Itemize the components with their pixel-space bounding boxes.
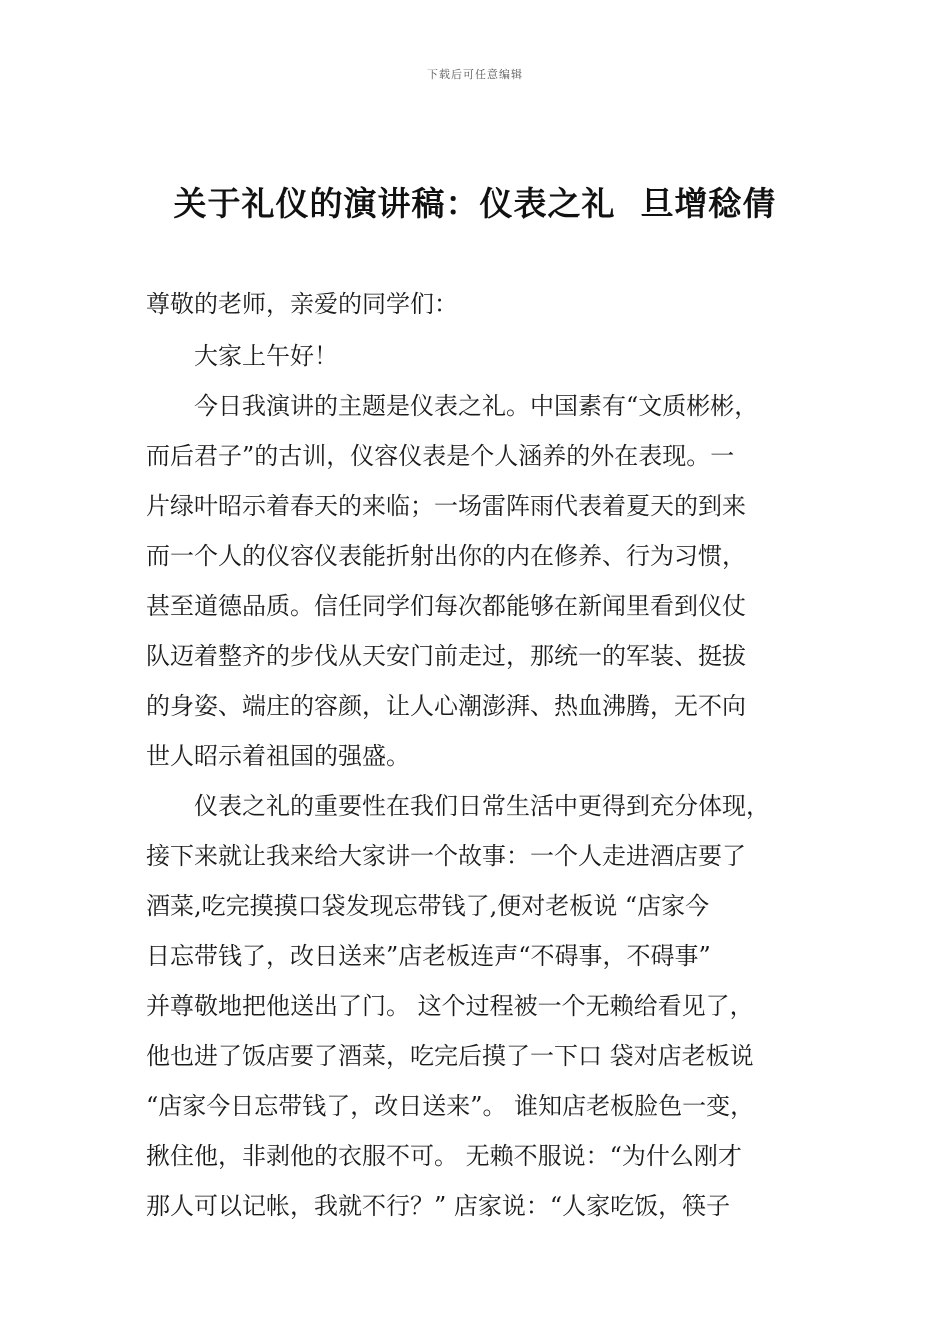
text-line: 的身姿、端庄的容颜，让人心潮澎湃、热血沸腾，无不向: [146, 692, 746, 720]
text-line: 酒菜,吃完摸摸口袋发现忘带钱了,便对老板说 “店家今: [146, 892, 710, 920]
text-line: 而一个人的仪容仪表能折射出你的内在修养、行为习惯，: [146, 542, 746, 570]
text-line: 他也进了饭店要了酒菜，吃完后摸了一下口 袋对店老板说: [146, 1042, 754, 1070]
text-line: 那人可以记帐，我就不行？” 店家说：“人家吃饭，筷子: [146, 1192, 731, 1220]
document-title: 关于礼仪的演讲稿：仪表之礼 旦增稔倩: [173, 184, 777, 223]
text-line: 日忘带钱了，改日送来”店老板连声“不碍事，不碍事”: [146, 942, 711, 970]
text-line: 并尊敬地把他送出了门。 这个过程被一个无赖给看见了，: [146, 992, 754, 1020]
header-note: 下载后可任意编辑: [427, 68, 523, 81]
text-line: 大家上午好！: [194, 342, 338, 370]
text-line: 揪住他，非剥他的衣服不可。 无赖不服说：“为什么刚才: [146, 1142, 742, 1170]
text-line: 仪表之礼的重要性在我们日常生活中更得到充分体现，: [194, 792, 770, 820]
text-line: 片绿叶昭示着春天的来临；一场雷阵雨代表着夏天的到来: [146, 492, 746, 520]
text-line: 甚至道德品质。信任同学们每次都能够在新闻里看到仪仗: [146, 592, 746, 620]
text-line: 而后君子”的古训，仪容仪表是个人涵养的外在表现。一: [146, 442, 735, 470]
text-line: “店家今日忘带钱了，改日送来”。 谁知店老板脸色一变，: [146, 1092, 755, 1120]
text-line: 接下来就让我来给大家讲一个故事：一个人走进酒店要了: [146, 842, 746, 870]
text-line: 队迈着整齐的步伐从天安门前走过，那统一的军装、挺拔: [146, 642, 746, 670]
text-line: 尊敬的老师，亲爱的同学们：: [146, 290, 458, 318]
text-line: 世人昭示着祖国的强盛。: [146, 742, 410, 770]
text-line: 今日我演讲的主题是仪表之礼。中国素有“文质彬彬，: [194, 392, 759, 420]
